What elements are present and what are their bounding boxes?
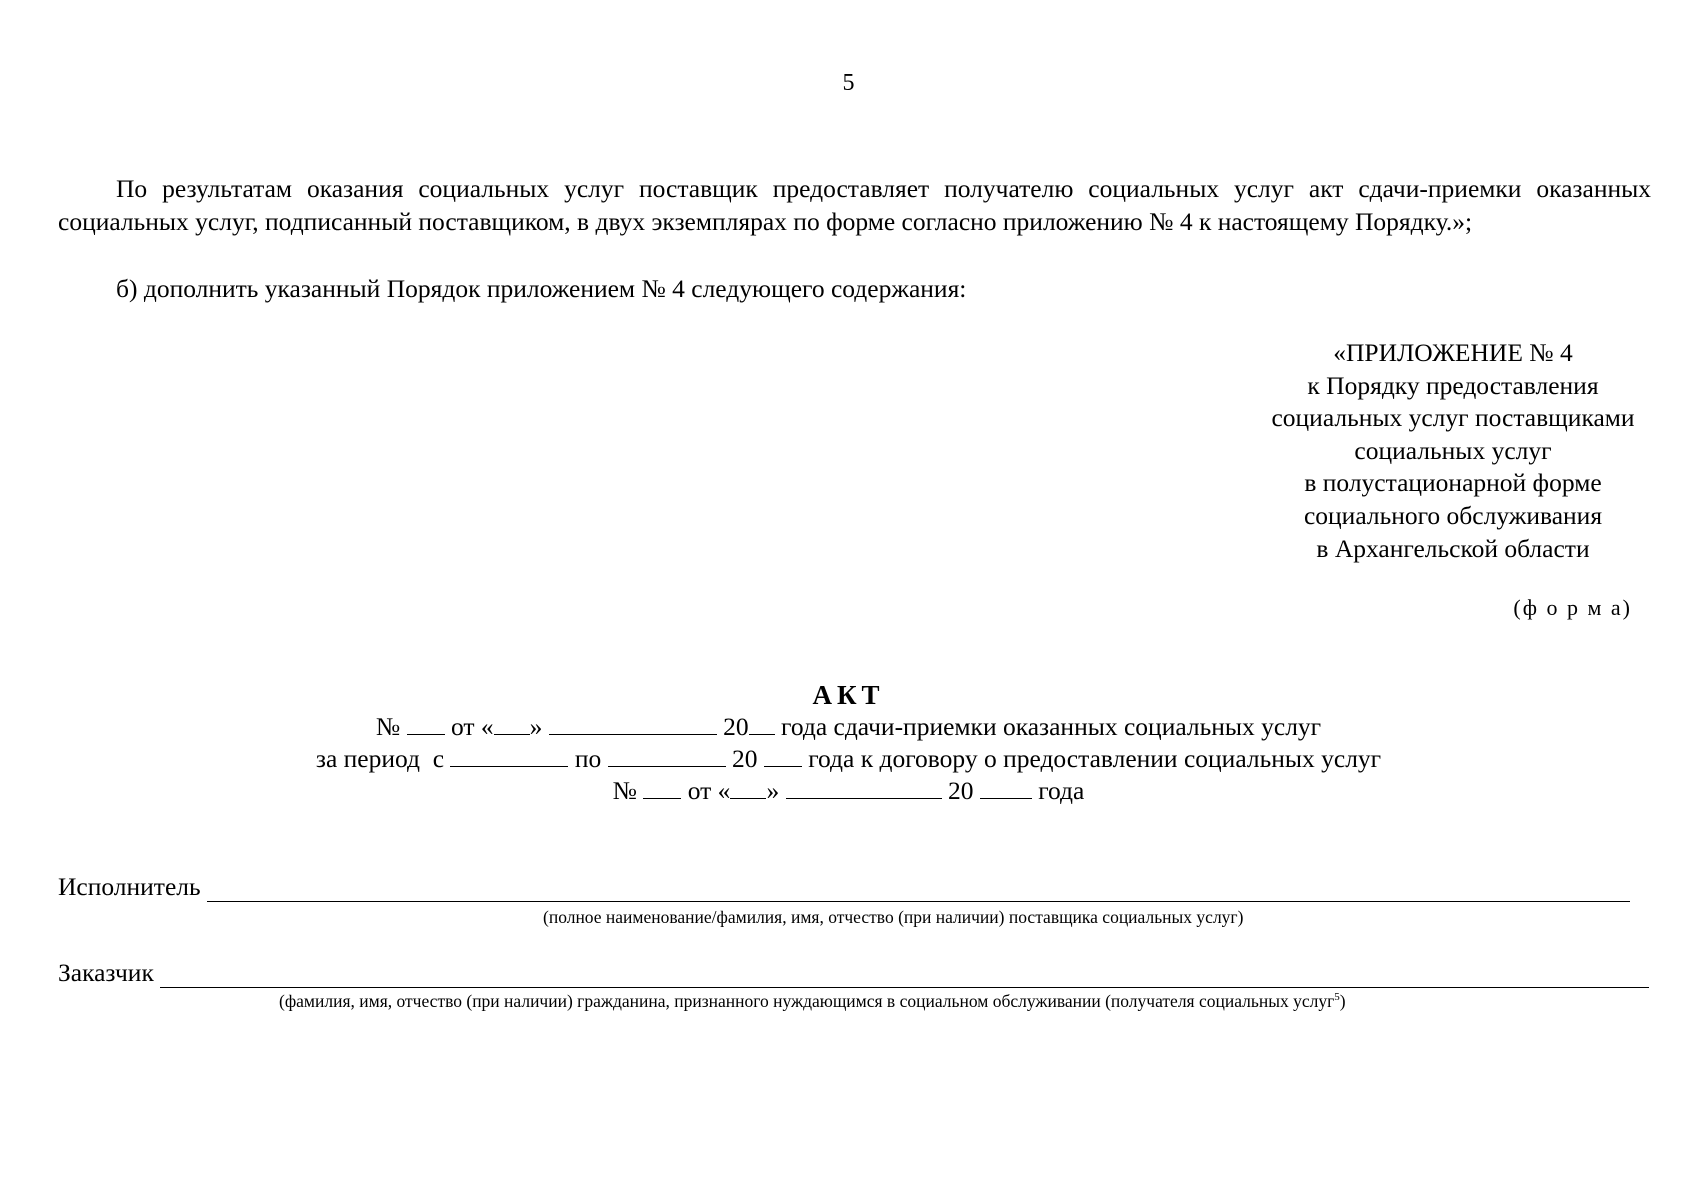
year-prefix: 20: [731, 744, 758, 773]
executor-label: Исполнитель: [58, 872, 201, 901]
executor-row: [58, 872, 1630, 902]
page-number: 5: [842, 70, 855, 96]
paragraph-results: По результатам оказания социальных услуг поставщик предоставляет получателю социальных услуг акт сдачи-приемки оказанных социальных услуг, подписанный поставщиком, в двух экземплярах по форме согласно приложению № 4 к настоящему Порядку.»;: [58, 174, 1651, 236]
act-period-line: [0, 744, 1697, 774]
contract-number-line: [0, 776, 1697, 806]
period-start-blank[interactable]: [450, 746, 568, 767]
act-day-blank[interactable]: [494, 714, 530, 735]
act-line3-text: года: [1038, 776, 1085, 805]
to-label: по: [574, 744, 602, 773]
form-label: (ф о р м а): [1513, 595, 1632, 620]
act-title: АКТ: [812, 680, 885, 710]
from-label: от «: [450, 712, 494, 741]
contract-year-blank[interactable]: [980, 778, 1032, 799]
number-sign: №: [375, 712, 401, 741]
number-sign: №: [612, 776, 637, 805]
customer-field[interactable]: [160, 963, 1649, 988]
customer-caption-end: ): [1339, 991, 1346, 1011]
period-end-blank[interactable]: [608, 746, 726, 767]
act-year-blank[interactable]: [749, 714, 775, 735]
period-year-blank[interactable]: [764, 746, 802, 767]
paragraph-amendment: б) дополнить указанный Порядок приложением № 4 следующего содержания:: [116, 274, 967, 303]
close-quote: »: [766, 776, 780, 805]
executor-caption: (полное наименование/фамилия, имя, отчество (при наличии) поставщика социальных услуг): [543, 907, 1244, 927]
appendix-line: «ПРИЛОЖЕНИЕ № 4: [1333, 338, 1573, 367]
footnote-mark: 5: [1334, 991, 1340, 1004]
appendix-line: социального обслуживания: [1303, 500, 1603, 530]
appendix-line: социальных услуг: [1354, 435, 1552, 465]
appendix-line: к Порядку предоставления: [1307, 370, 1599, 400]
customer-caption-text: (фамилия, имя, отчество (при наличии) гражданина, признанного нуждающимся в социальном обслуживании (получателя социальных услуг: [279, 991, 1335, 1011]
year-prefix: 20: [947, 776, 974, 805]
contract-day-blank[interactable]: [730, 778, 766, 799]
appendix-line: в Архангельской области: [1316, 533, 1590, 563]
contract-month-blank[interactable]: [786, 778, 942, 799]
executor-field[interactable]: [207, 877, 1630, 902]
from-label: от «: [687, 776, 731, 805]
act-number-blank[interactable]: [407, 714, 445, 735]
act-line1-text: года сдачи-приемки оказанных социальных услуг: [781, 712, 1322, 741]
appendix-line: в полустационарной форме: [1304, 468, 1602, 498]
act-number-line: [0, 712, 1697, 742]
appendix-header: [1230, 337, 1676, 565]
act-line2-text: года к договору о предоставлении социальных услуг: [808, 744, 1382, 773]
act-month-blank[interactable]: [549, 714, 717, 735]
contract-number-blank[interactable]: [643, 778, 681, 799]
customer-label: Заказчик: [58, 958, 154, 987]
period-label: за период с: [315, 744, 445, 773]
customer-caption: [279, 991, 1346, 1012]
year-prefix: 20: [723, 712, 749, 741]
close-quote: »: [529, 712, 543, 741]
customer-row: [58, 958, 1649, 988]
appendix-line: социальных услуг поставщиками: [1271, 403, 1635, 433]
